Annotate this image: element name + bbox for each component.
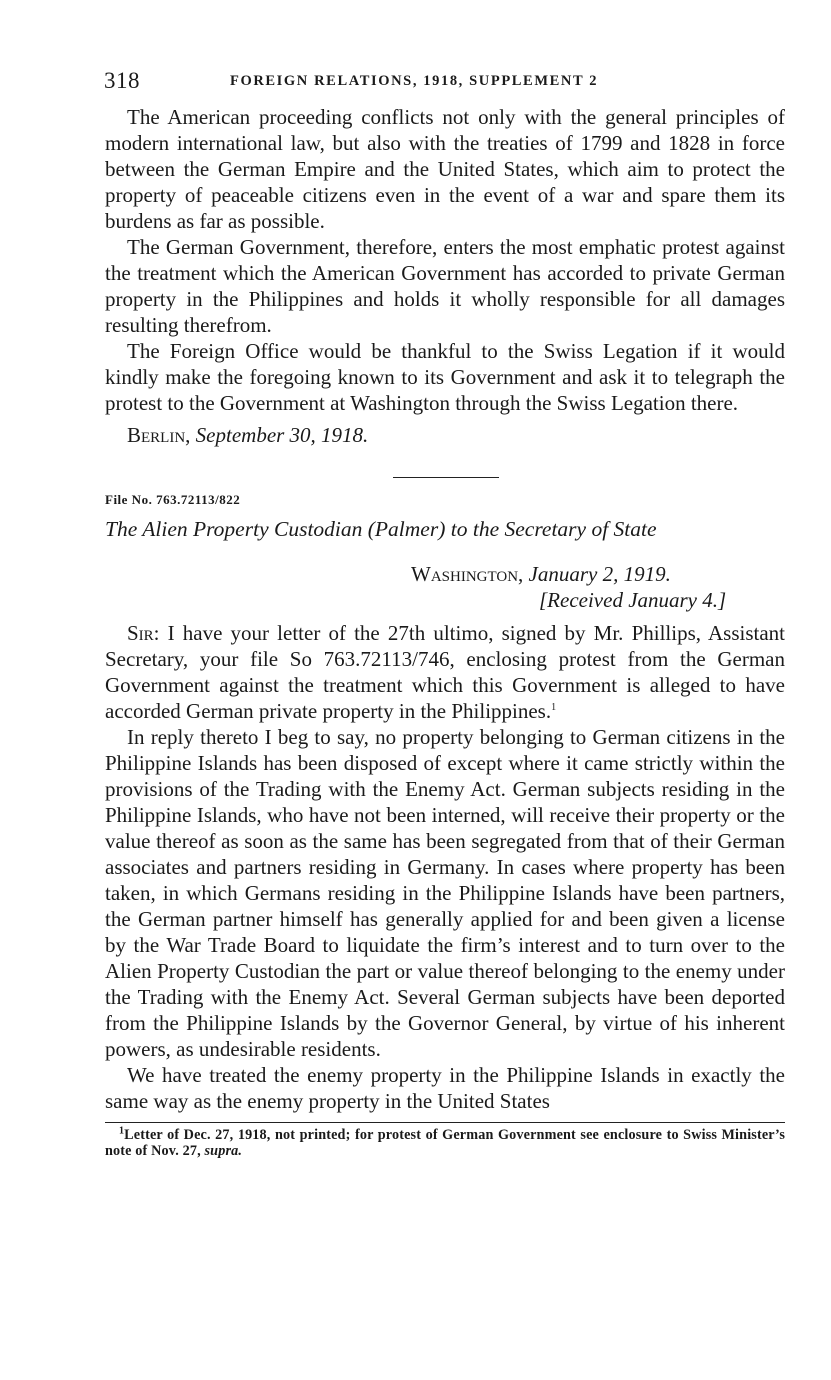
- paragraph: We have treated the enemy property in the Philippine Islands in exactly the same way as the enemy property in the United States: [105, 1063, 785, 1113]
- dateline-date: January 2, 1919.: [528, 562, 671, 586]
- protest-note-conclusion: [105, 104, 785, 448]
- paragraph: In reply thereto I beg to say, no property belonging to German citizens in the Philippine Islands has been disposed of except where it came strictly within the provisions of the Trading with the Enemy Act. German subjects residing in the Philippine Islands, who have not been interned, will receive their property or the value thereof as soon as the same has been segregated from that of their German associates and partners residing in Germany. In cases where property has been taken, in which Germans residing in the Philippine Islands have been partners, the German partner himself has generally applied for and been given a license by the War Trade Board to liquidate the firm’s interest and to turn over to the Alien Property Custodian the part or value thereof belonging to the enemy under the Trading with the Enemy Act. Several German subjects have been deported from the Philippine Islands by the Governor General, by virtue of his inherent powers, as undesirable residents.: [105, 725, 785, 1061]
- dateline-place: Washington,: [411, 562, 524, 586]
- received-date: [539, 587, 785, 613]
- received-text: [Received January 4.]: [539, 588, 727, 612]
- paragraph: The Foreign Office would be thankful to the Swiss Legation if it would kindly make the foregoing known to its Government and ask it to telegraph the protest to the Government at Washington through the Swiss Legation there.: [105, 339, 785, 415]
- footnote-marker: 1: [119, 1125, 125, 1137]
- file-number: File No. 763.72113/822: [105, 492, 241, 507]
- document-title: The Alien Property Custodian (Palmer) to the Secretary of State: [105, 517, 657, 541]
- letter-dateline: [411, 561, 785, 587]
- page-number: 318: [104, 68, 140, 93]
- footnote: [105, 1127, 785, 1159]
- dateline-date: September 30, 1918.: [195, 423, 369, 447]
- footnote-supra: supra.: [204, 1143, 243, 1159]
- paragraph-text: I have your letter of the 27th ultimo, signed by Mr. Phillips, Assistant Secretary, your file So 763.72113/746, enclosing protest from the German Government against the treatment which this Government is alleged to have accorded German private property in the Philippines.: [105, 621, 785, 723]
- custodian-letter: [105, 492, 785, 1114]
- footnote-text: Letter of Dec. 27, 1918, not printed; for protest of German Government see enclosure to Swiss Minister’s note of Nov. 27,: [105, 1127, 785, 1159]
- running-title: FOREIGN RELATIONS, 1918, SUPPLEMENT 2: [230, 73, 599, 89]
- section-divider: [393, 477, 499, 478]
- document-page: [105, 64, 785, 1159]
- paragraph: [105, 620, 785, 724]
- footnote-rule: [105, 1122, 785, 1123]
- letter-body: [105, 620, 785, 1114]
- salutation: Sir:: [127, 621, 160, 645]
- dateline: [105, 422, 785, 448]
- paragraph: The American proceeding conflicts not only with the general principles of modern international law, but also with the treaties of 1799 and 1828 in force between the German Empire and the United States, which aim to protect the property of peaceable citizens even in the event of a war and spare them its burdens as far as possible.: [105, 105, 785, 233]
- paragraph: The German Government, therefore, enters the most emphatic protest against the treatment which the American Government has accorded to private German property in the Philippines and holds it wholly responsible for all damages resulting therefrom.: [105, 235, 785, 337]
- running-header: [105, 64, 785, 104]
- dateline-place: Berlin,: [127, 423, 191, 447]
- footnote-reference: 1: [551, 702, 557, 713]
